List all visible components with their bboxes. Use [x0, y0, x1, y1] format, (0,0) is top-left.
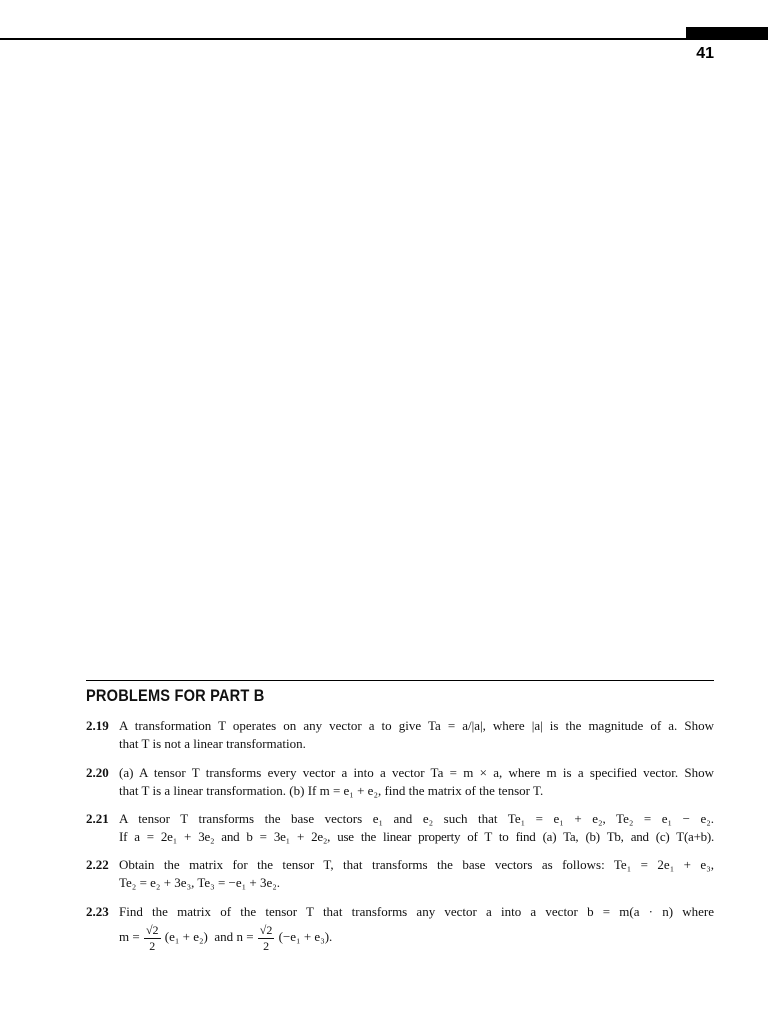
fraction-denominator: 2 — [263, 939, 270, 953]
problem-text-line: (a) A tensor T transforms every vector a into a vector Ta = m × a, where m is a specified vector. Show — [119, 765, 714, 780]
header-rule — [0, 38, 768, 40]
problem-text-line: A tensor T transforms the base vectors e₁ and e₂ such that Te₁ = e₁ + e₂, Te₂ = e₁ − e₂. — [119, 811, 714, 826]
problem-text-line: that T is a linear transformation. (b) If m = e₁ + e₂, find the matrix of the tensor T. — [119, 783, 544, 798]
fraction-numerator: √2 — [145, 923, 159, 937]
problem-text-line: that T is not a linear transformation. — [119, 736, 306, 751]
problem-number: 2.20 — [86, 765, 109, 780]
problem-number: 2.21 — [86, 811, 109, 826]
problem-text-line: A transformation T operates on any vector a to give Ta = a/|a|, where |a| is the magnitude of a. Show — [119, 718, 714, 733]
n-vector: (−e₁ + e₃). — [278, 928, 333, 944]
problem-text-line: Obtain the matrix for the tensor T, that transforms the base vectors as follows: Te₁ = 2e₁ + e₃, — [119, 857, 714, 872]
fraction-denominator: 2 — [149, 939, 156, 953]
m-label: m = — [119, 928, 140, 944]
problem-text-line: If a = 2e₁ + 3e₂ and b = 3e₁ + 2e₂, use the linear property of T to find (a) Ta, (b) Tb, and (c) T(a+b). — [119, 829, 714, 844]
m-vector: (e₁ + e₂) — [164, 928, 208, 944]
n-label: n = — [236, 928, 254, 944]
sqrt2-over-2-fraction — [258, 923, 275, 953]
sqrt2-over-2-fraction — [144, 923, 161, 953]
problem-number: 2.19 — [86, 718, 109, 733]
problem-formula-line — [119, 923, 332, 953]
problem-text-line: Te₂ = e₂ + 3e₃, Te₃ = −e₁ + 3e₂. — [119, 875, 281, 890]
problem-text-line: Find the matrix of the tensor T that transforms any vector a into a vector b = m(a · n) where — [119, 904, 714, 919]
section-heading: PROBLEMS FOR PART B — [86, 686, 265, 705]
page-number: 41 — [696, 45, 714, 62]
section-rule — [86, 680, 714, 681]
and-text: and — [214, 928, 234, 944]
problem-number: 2.22 — [86, 857, 109, 872]
problem-number: 2.23 — [86, 904, 109, 919]
fraction-numerator: √2 — [259, 923, 273, 937]
